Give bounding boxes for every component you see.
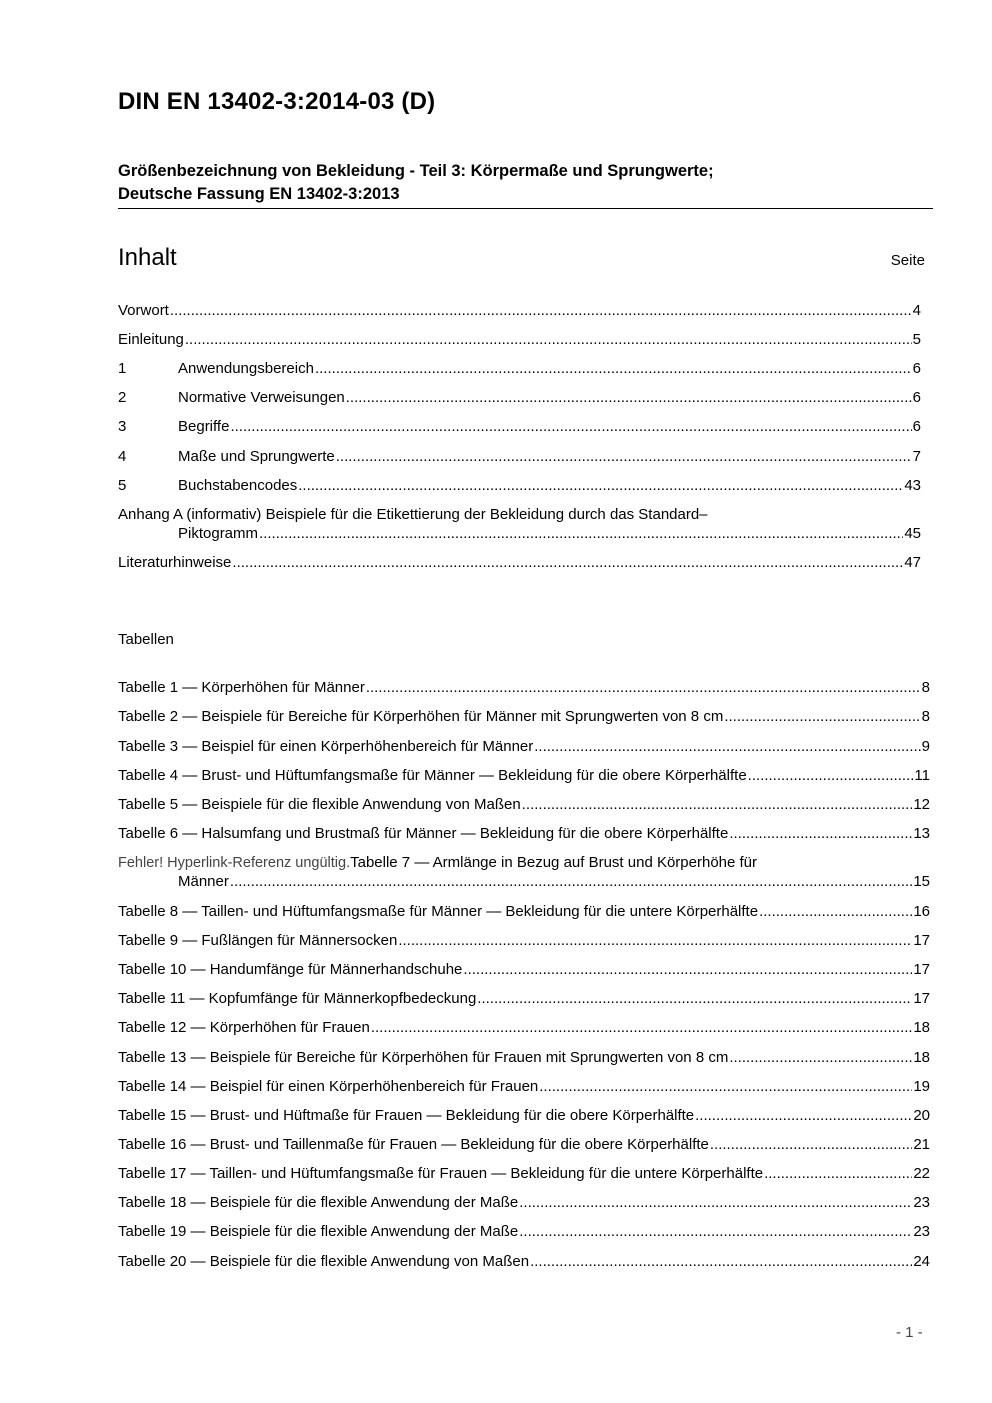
table-entry-page: 17 xyxy=(913,961,930,978)
dot-leader xyxy=(729,1048,912,1068)
table-entry-page: 18 xyxy=(913,1049,930,1066)
table-entry-page: 17 xyxy=(913,990,930,1007)
table-entry[interactable] xyxy=(118,1018,930,1038)
dot-leader xyxy=(398,931,912,951)
table-entry-title: Tabelle 11 — Kopfumfänge für Männerkopfbedeckung xyxy=(118,990,477,1007)
table-entry-page: 23 xyxy=(913,1194,930,1211)
dot-leader xyxy=(534,737,920,757)
table-entry-title: Tabelle 2 — Beispiele für Bereiche für Körperhöhen für Männer mit Sprungwerten von 8 cm xyxy=(118,708,724,725)
table-entry[interactable] xyxy=(118,989,930,1009)
table-entry[interactable] xyxy=(118,902,930,922)
subtitle-line-2: Deutsche Fassung EN 13402-3:2013 xyxy=(118,185,400,203)
table-entry[interactable] xyxy=(118,678,930,698)
document-id: DIN EN 13402-3:2014-03 (D) xyxy=(118,88,436,115)
table-entry-title: Tabelle 16 — Brust- und Taillenmaße für Frauen — Bekleidung für die obere Körperhälfte xyxy=(118,1136,709,1153)
dot-leader xyxy=(232,553,903,573)
toc-entry-page: 4 xyxy=(912,302,921,319)
table-entry-title: Tabelle 6 — Halsumfang und Brustmaß für Männer — Bekleidung für die obere Körperhälfte xyxy=(118,825,729,842)
dot-leader xyxy=(710,1135,912,1155)
table-entry-title: Tabelle 18 — Beispiele für die flexible Anwendung der Maße xyxy=(118,1194,519,1211)
toc-entry-continuation xyxy=(178,524,921,544)
dot-leader xyxy=(230,872,912,892)
dot-leader xyxy=(346,388,912,408)
dot-leader xyxy=(366,678,921,698)
table-entry[interactable] xyxy=(118,824,930,844)
toc-entry-page: 6 xyxy=(912,418,921,435)
toc-entry-page: 6 xyxy=(912,360,921,377)
table-entry-page: 19 xyxy=(913,1078,930,1095)
table-entry-continuation xyxy=(178,872,930,892)
toc-entry-page: 45 xyxy=(904,525,921,542)
dot-leader xyxy=(764,1164,912,1184)
table-entry-title: Tabelle 14 — Beispiel für einen Körperhöhenbereich für Frauen xyxy=(118,1078,539,1095)
toc-entry[interactable] xyxy=(118,476,921,496)
table-entry[interactable] xyxy=(118,931,930,951)
toc-entry-page: 7 xyxy=(912,448,921,465)
table-entry-page: 13 xyxy=(913,825,930,842)
page-column-label: Seite xyxy=(890,252,925,269)
document-subtitle xyxy=(118,160,933,209)
dot-leader xyxy=(315,359,912,379)
toc-entry-page: 6 xyxy=(912,389,921,406)
toc-entry-title: Anhang A (informativ) Beispiele für die Etikettierung der Bekleidung durch das Standard– xyxy=(118,506,708,523)
table-entry-title: Tabelle 20 — Beispiele für die flexible Anwendung von Maßen xyxy=(118,1253,530,1270)
contents-title: Inhalt xyxy=(118,244,177,271)
table-entry-page: 21 xyxy=(913,1136,930,1153)
toc-entry-number: 2 xyxy=(118,389,127,406)
table-entry[interactable] xyxy=(118,960,930,980)
dot-leader xyxy=(748,766,914,786)
table-entry-title-text: Tabelle 7 — Armlänge in Bezug auf Brust und Körperhöhe für xyxy=(350,854,758,871)
toc-entry[interactable] xyxy=(118,330,921,350)
table-entry-title: Tabelle 4 — Brust- und Hüftumfangsmaße für Männer — Bekleidung für die obere Körperhälfte xyxy=(118,767,747,784)
table-entry[interactable] xyxy=(118,766,930,786)
toc-entry-title: Begriffe xyxy=(178,418,230,435)
toc-entry[interactable] xyxy=(118,359,921,379)
toc-entry[interactable] xyxy=(118,388,921,408)
table-entry-page: 8 xyxy=(921,708,930,725)
dot-leader xyxy=(729,824,912,844)
table-entry-page: 20 xyxy=(913,1107,930,1124)
table-entry[interactable] xyxy=(118,1164,930,1184)
table-entry-title xyxy=(118,853,757,873)
dot-leader xyxy=(298,476,903,496)
page-number: - 1 - xyxy=(896,1324,923,1341)
table-entry-title: Tabelle 13 — Beispiele für Bereiche für Körperhöhen für Frauen mit Sprungwerten von 8 cm xyxy=(118,1049,729,1066)
table-entry[interactable] xyxy=(118,707,930,727)
table-entry[interactable] xyxy=(118,1106,930,1126)
toc-entry-title: Einleitung xyxy=(118,331,184,348)
table-entry[interactable] xyxy=(118,1193,930,1213)
toc-entry-title: Buchstabencodes xyxy=(178,477,298,494)
dot-leader xyxy=(695,1106,912,1126)
table-entry[interactable] xyxy=(118,737,930,757)
table-entry-page: 11 xyxy=(914,767,930,784)
toc-entry[interactable] xyxy=(118,447,921,467)
table-entry-title: Tabelle 8 — Taillen- und Hüftumfangsmaße für Männer — Bekleidung für die untere Körperhälfte xyxy=(118,903,759,920)
hyperlink-error: Fehler! Hyperlink-Referenz ungültig. xyxy=(118,855,351,871)
dot-leader xyxy=(477,989,912,1009)
toc-entry[interactable] xyxy=(118,553,921,573)
toc-entry-number: 4 xyxy=(118,448,127,465)
dot-leader xyxy=(759,902,912,922)
dot-leader xyxy=(530,1252,912,1272)
dot-leader xyxy=(185,330,912,350)
contents-header xyxy=(118,244,925,272)
table-entry-page: 22 xyxy=(913,1165,930,1182)
table-entry-page: 8 xyxy=(921,679,930,696)
table-entry-page: 15 xyxy=(913,873,930,890)
dot-leader xyxy=(371,1018,912,1038)
table-entry[interactable] xyxy=(118,1135,930,1155)
toc-entry-title: Normative Verweisungen xyxy=(178,389,345,406)
toc-entry-title: Anwendungsbereich xyxy=(178,360,314,377)
dot-leader xyxy=(724,707,920,727)
toc-entry[interactable] xyxy=(118,417,921,437)
table-entry-title: Tabelle 1 — Körperhöhen für Männer xyxy=(118,679,365,696)
table-entry-page: 24 xyxy=(913,1253,930,1270)
table-entry-title: Tabelle 5 — Beispiele für die flexible Anwendung von Maßen xyxy=(118,796,521,813)
table-entry-title: Tabelle 9 — Fußlängen für Männersocken xyxy=(118,932,398,949)
toc-entry[interactable] xyxy=(118,301,921,321)
dot-leader xyxy=(170,301,912,321)
table-entry[interactable] xyxy=(118,795,930,815)
table-entry-page: 16 xyxy=(913,903,930,920)
toc-entry-number: 3 xyxy=(118,418,127,435)
dot-leader xyxy=(539,1077,912,1097)
table-entry[interactable] xyxy=(118,1077,930,1097)
table-entry[interactable] xyxy=(118,1048,930,1068)
table-entry-page: 12 xyxy=(913,796,930,813)
table-entry-title: Tabelle 3 — Beispiel für einen Körperhöhenbereich für Männer xyxy=(118,738,534,755)
dot-leader xyxy=(463,960,912,980)
table-entry-page: 17 xyxy=(913,932,930,949)
table-entry-title: Tabelle 15 — Brust- und Hüftmaße für Frauen — Bekleidung für die obere Körperhälfte xyxy=(118,1107,695,1124)
toc-entry-title: Vorwort xyxy=(118,302,169,319)
dot-leader xyxy=(336,447,912,467)
table-entry-page: 18 xyxy=(913,1019,930,1036)
table-entry-title-cont: Männer xyxy=(178,873,229,890)
toc-entry-title-cont: Piktogramm xyxy=(178,525,259,542)
toc-entry-page: 5 xyxy=(912,331,921,348)
subtitle-line-1: Größenbezeichnung von Bekleidung - Teil 3: Körpermaße und Sprungwerte; xyxy=(118,162,714,180)
dot-leader xyxy=(519,1193,912,1213)
dot-leader xyxy=(259,524,903,544)
dot-leader xyxy=(522,795,913,815)
table-entry-page: 9 xyxy=(921,738,930,755)
table-entry-title: Tabelle 19 — Beispiele für die flexible Anwendung der Maße xyxy=(118,1223,519,1240)
dot-leader xyxy=(519,1222,912,1242)
toc-entry-number: 1 xyxy=(118,360,127,377)
toc-entry-page: 47 xyxy=(904,554,921,571)
table-entry[interactable] xyxy=(118,1222,930,1242)
table-entry-title: Tabelle 12 — Körperhöhen für Frauen xyxy=(118,1019,370,1036)
toc-entry-number: 5 xyxy=(118,477,127,494)
table-entry[interactable] xyxy=(118,1252,930,1272)
table-entry-page: 23 xyxy=(913,1223,930,1240)
table-entry-title: Tabelle 10 — Handumfänge für Männerhandschuhe xyxy=(118,961,463,978)
dot-leader xyxy=(230,417,911,437)
tables-heading: Tabellen xyxy=(118,631,174,648)
toc-entry-page: 43 xyxy=(904,477,921,494)
toc-entry-title: Maße und Sprungwerte xyxy=(178,448,335,465)
toc-entry-title: Literaturhinweise xyxy=(118,554,232,571)
table-entry-title: Tabelle 17 — Taillen- und Hüftumfangsmaße für Frauen — Bekleidung für die untere Körperhälfte xyxy=(118,1165,764,1182)
